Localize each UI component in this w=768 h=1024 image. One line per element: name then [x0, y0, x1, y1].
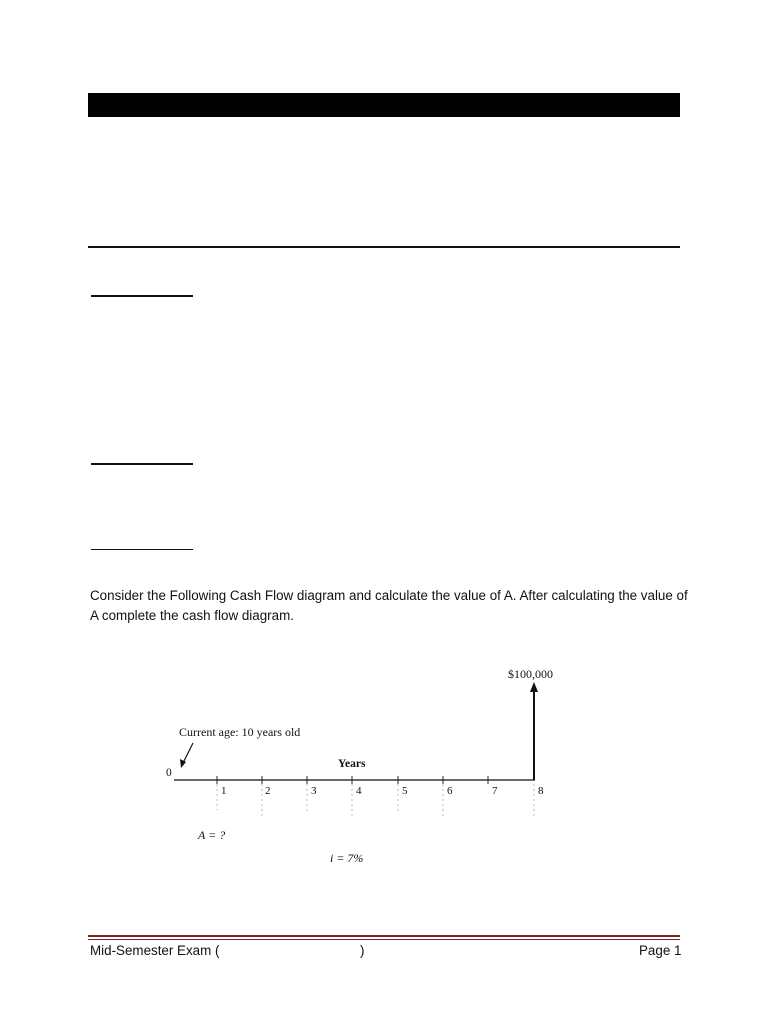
cash-flow-diagram: [160, 660, 580, 870]
axis-title: Years: [338, 758, 366, 770]
answer-line-3: [91, 549, 193, 550]
period-label-4: 4: [356, 785, 362, 797]
origin-label: 0: [166, 767, 172, 779]
period-label-6: 6: [447, 785, 453, 797]
annuity-label: A = ?: [198, 828, 226, 842]
period-label-2: 2: [265, 785, 271, 797]
interest-label: i = 7%: [330, 851, 364, 865]
future-value-arrowhead: [530, 682, 538, 692]
future-value-label: $100,000: [508, 667, 553, 681]
question-text: [90, 586, 690, 626]
period-label-8: 8: [538, 785, 544, 797]
current-age-label: Current age: 10 years old: [179, 725, 301, 739]
footer-exam-title: Mid-Semester Exam (: [90, 943, 220, 958]
answer-line-1: [91, 295, 193, 297]
current-age-pointer: [183, 743, 193, 763]
footer-page-number: Page 1: [639, 943, 682, 958]
question-paragraph: Consider the Following Cash Flow diagram and calculate the value of A. After calculating the value of A complete the cash flow diagram.: [90, 588, 688, 623]
footer-close-paren: ): [360, 943, 365, 958]
current-age-pointer-head: [180, 759, 186, 768]
answer-line-2: [91, 463, 193, 465]
period-label-7: 7: [492, 785, 498, 797]
period-label-5: 5: [402, 785, 408, 797]
section-divider: [88, 246, 680, 248]
header-bar: [88, 93, 680, 117]
footer-rule-thick: [88, 935, 680, 937]
period-label-1: 1: [221, 785, 227, 797]
footer-rule-thin: [88, 939, 680, 940]
period-label-3: 3: [311, 785, 317, 797]
